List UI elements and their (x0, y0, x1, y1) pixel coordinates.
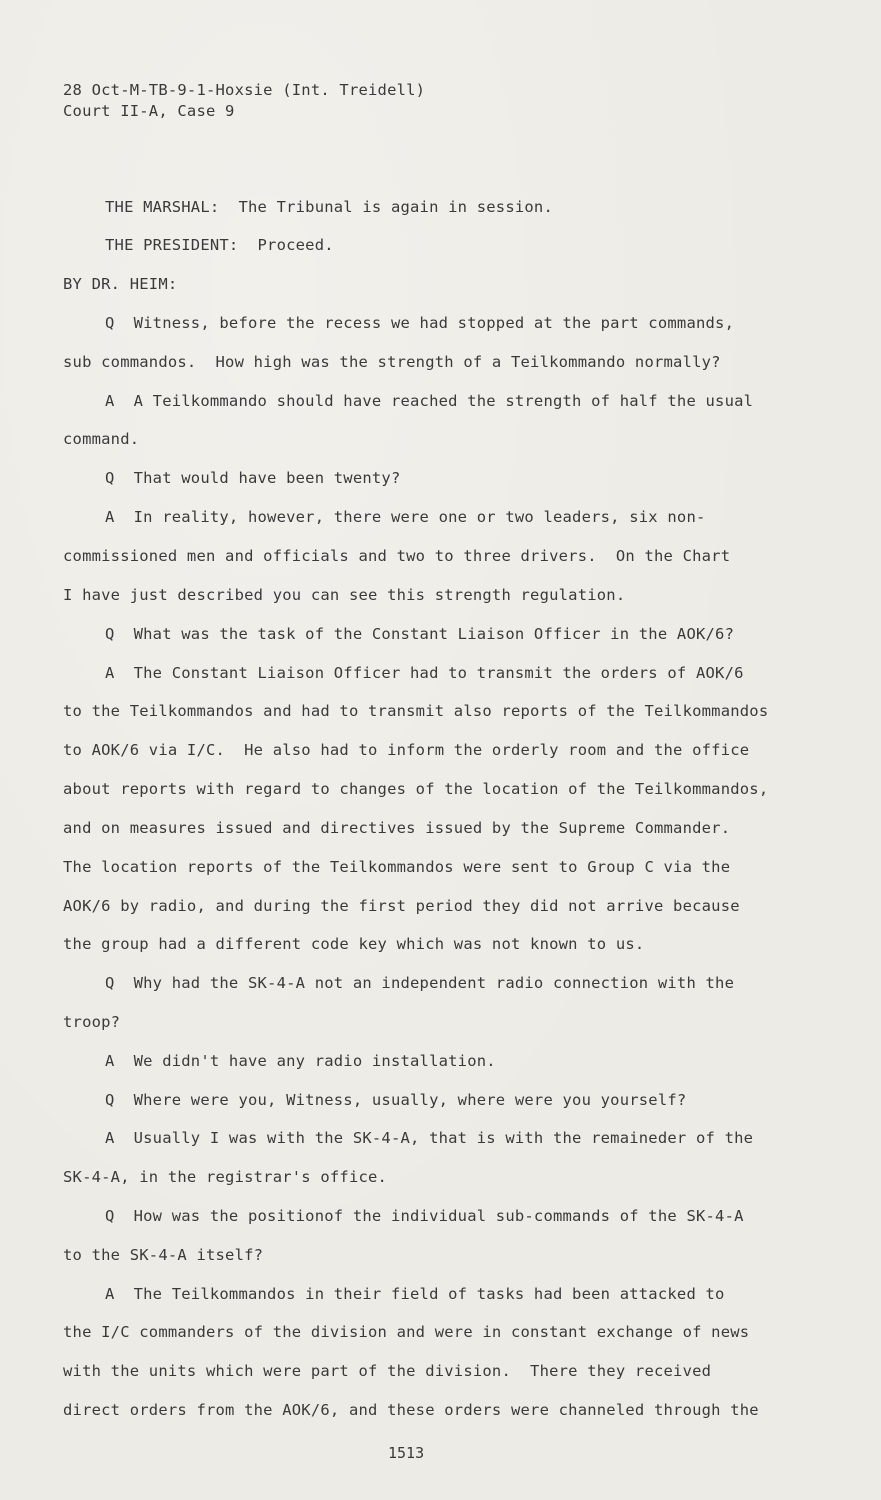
text-line: A A Teilkommando should have reached the strength of half the usual (105, 392, 754, 410)
text-line: The location reports of the Teilkommandos were sent to Group C via the (63, 858, 731, 876)
text-line: A The Teilkommandos in their field of tasks had been attacked to (105, 1285, 725, 1303)
text-line: THE PRESIDENT: Proceed. (105, 236, 334, 254)
header-line-1: 28 Oct-M-TB-9-1-Hoxsie (Int. Treidell) (63, 81, 426, 99)
text-line: to the SK-4-A itself? (63, 1246, 264, 1264)
text-line: Q Where were you, Witness, usually, where were you yourself? (105, 1091, 687, 1109)
text-line: I have just described you can see this strength regulation. (63, 586, 626, 604)
text-line: BY DR. HEIM: (63, 275, 178, 293)
text-line: direct orders from the AOK/6, and these orders were channeled through the (63, 1401, 759, 1419)
text-line: command. (63, 430, 140, 448)
text-line: sub commandos. How high was the strength of a Teilkommando normally? (63, 353, 721, 371)
text-line: Q What was the task of the Constant Liaison Officer in the AOK/6? (105, 625, 735, 643)
text-line: A In reality, however, there were one or two leaders, six non- (105, 508, 706, 526)
text-line: with the units which were part of the division. There they received (63, 1362, 712, 1380)
text-line: A The Constant Liaison Officer had to transmit the orders of AOK/6 (105, 664, 744, 682)
text-line: A We didn't have any radio installation. (105, 1052, 496, 1070)
text-line: the I/C commanders of the division and were in constant exchange of news (63, 1323, 750, 1341)
text-line: and on measures issued and directives issued by the Supreme Commander. (63, 819, 731, 837)
text-line: commissioned men and officials and two to three drivers. On the Chart (63, 547, 731, 565)
page-number: 1513 (388, 1444, 425, 1462)
text-line: to AOK/6 via I/C. He also had to inform the orderly room and the office (63, 741, 750, 759)
header-line-2: Court II-A, Case 9 (63, 102, 235, 120)
text-line: Q Why had the SK-4-A not an independent radio connection with the (105, 974, 735, 992)
text-line: THE MARSHAL: The Tribunal is again in session. (105, 198, 553, 216)
text-line: Q Witness, before the recess we had stopped at the part commands, (105, 314, 735, 332)
text-line: A Usually I was with the SK-4-A, that is with the remaineder of the (105, 1129, 754, 1147)
text-line: SK-4-A, in the registrar's office. (63, 1168, 388, 1186)
text-line: AOK/6 by radio, and during the first period they did not arrive because (63, 897, 740, 915)
text-line: Q How was the positionof the individual sub-commands of the SK-4-A (105, 1207, 744, 1225)
text-line: to the Teilkommandos and had to transmit also reports of the Teilkommandos (63, 702, 769, 720)
text-line: about reports with regard to changes of the location of the Teilkommandos, (63, 780, 769, 798)
text-line: the group had a different code key which was not known to us. (63, 935, 645, 953)
text-line: troop? (63, 1013, 121, 1031)
text-line: Q That would have been twenty? (105, 469, 401, 487)
